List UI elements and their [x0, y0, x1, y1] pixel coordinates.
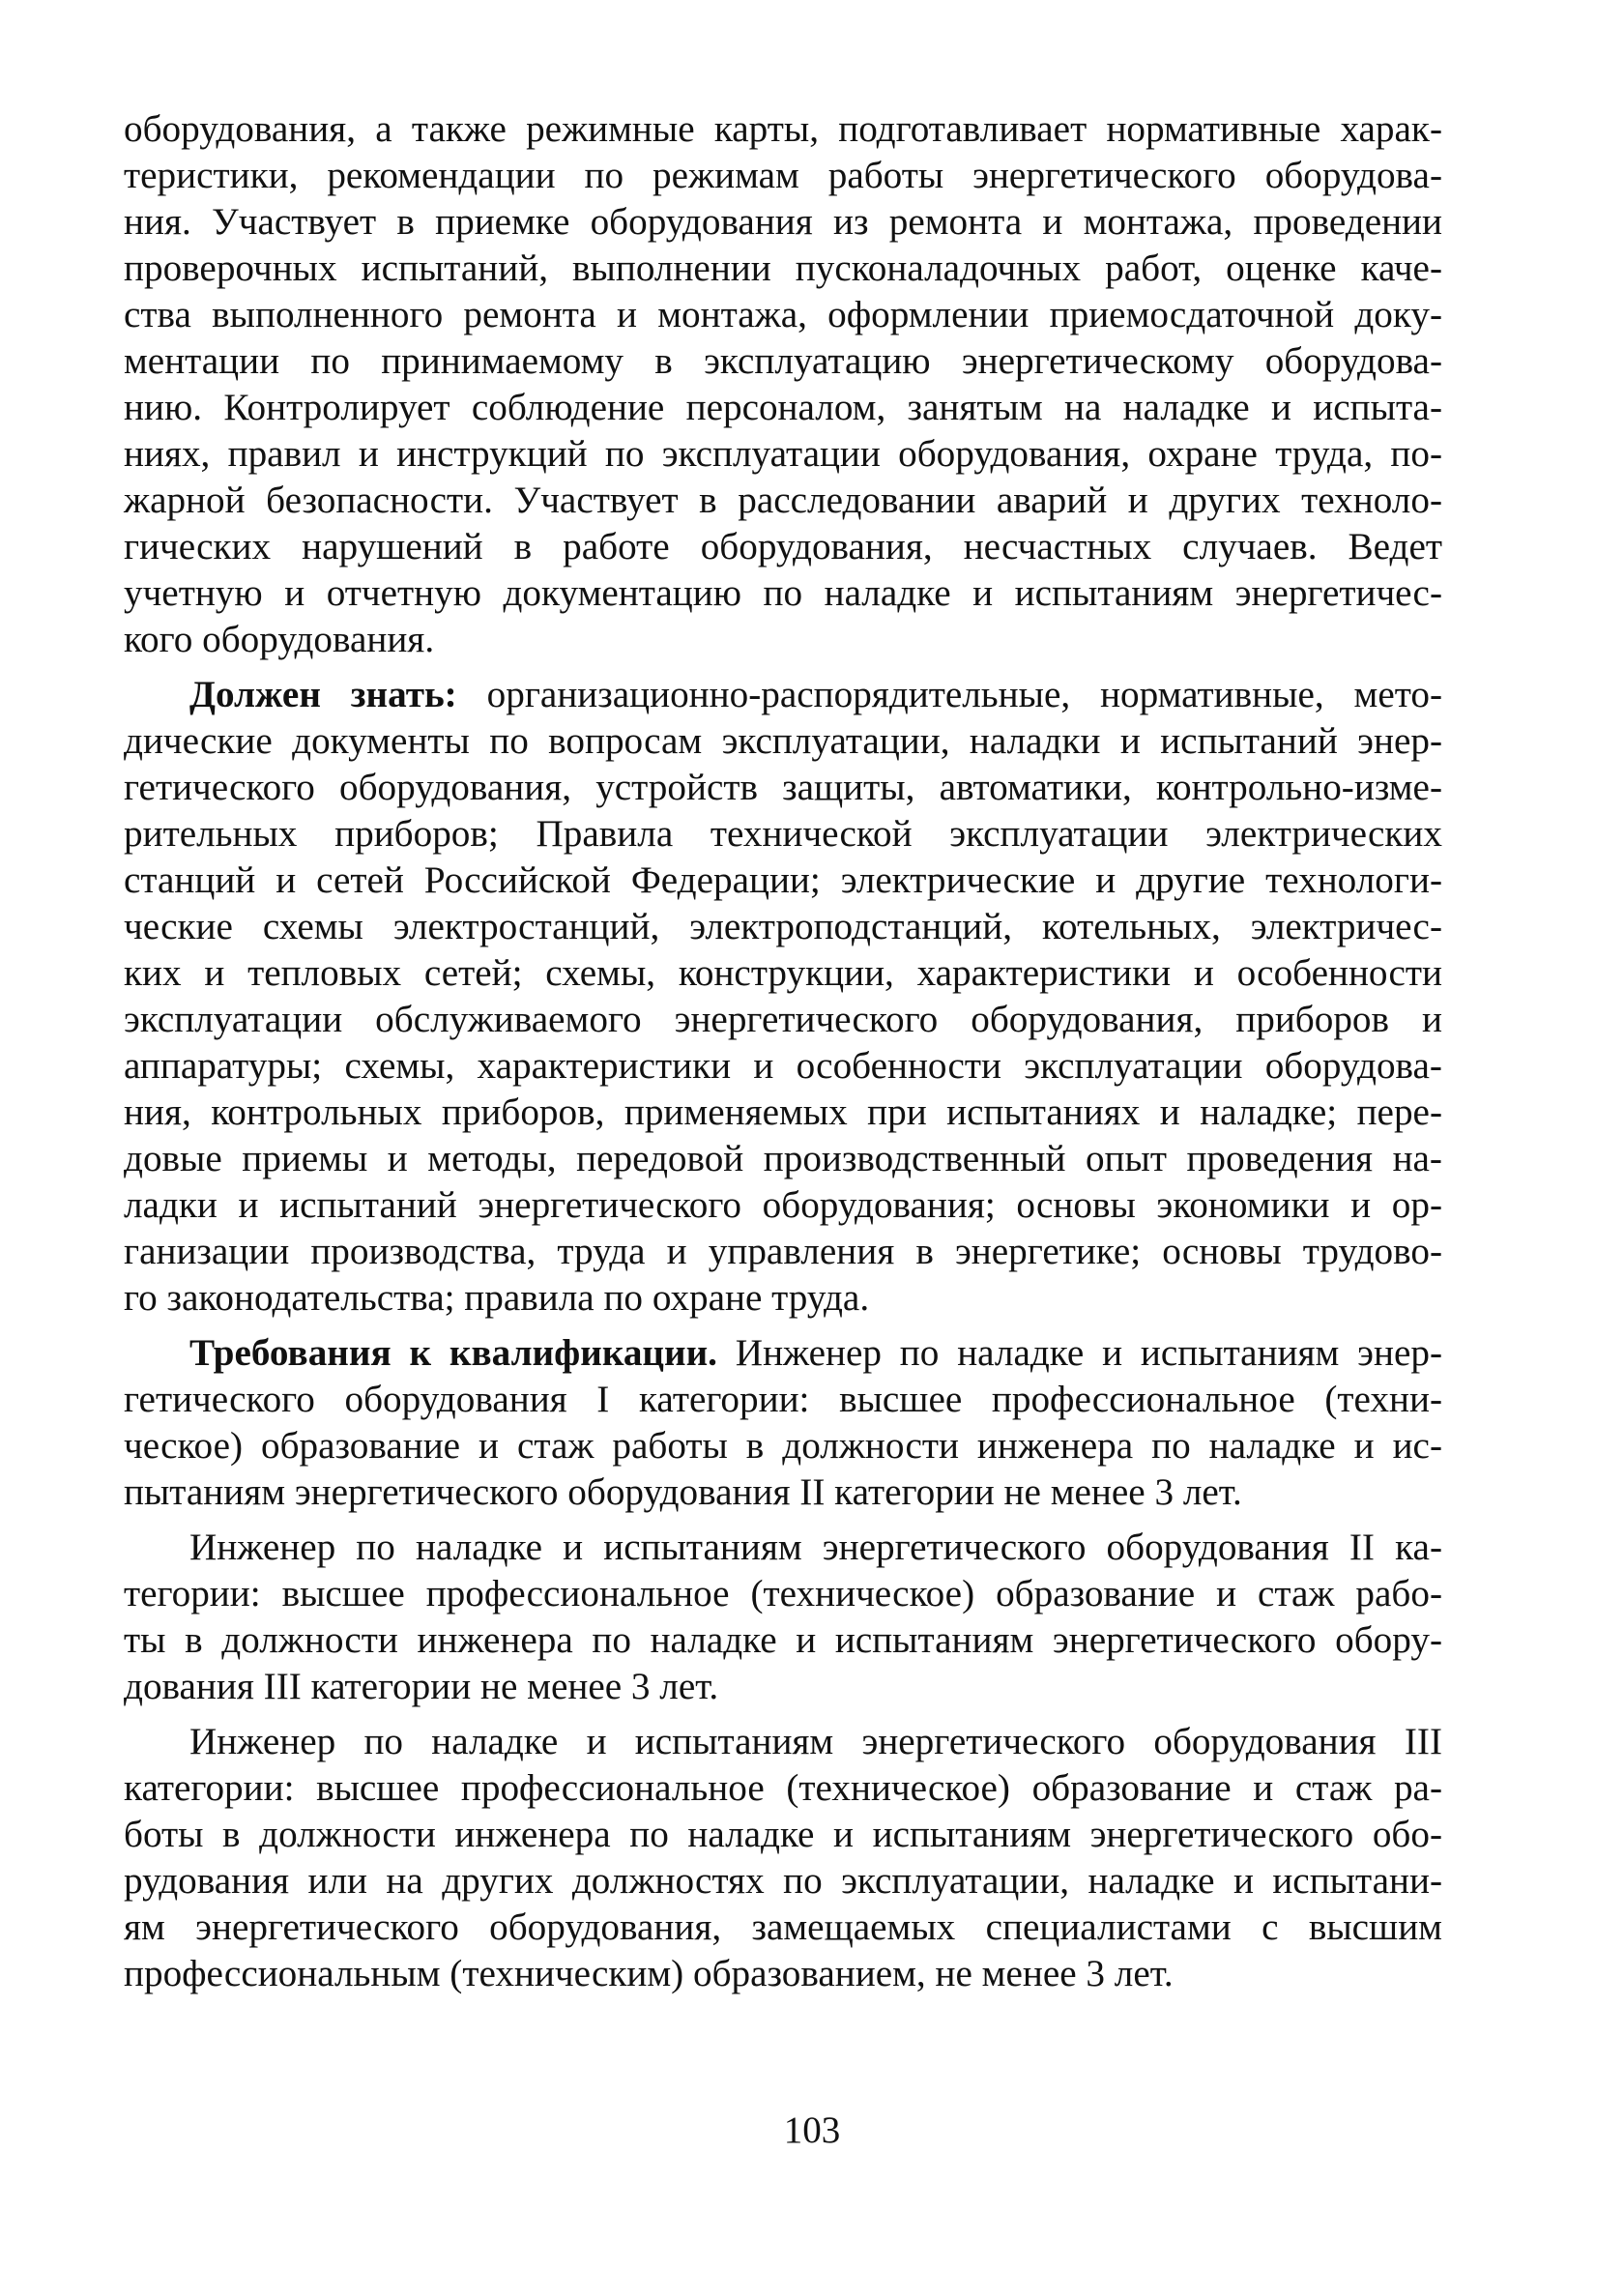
- text-line: гических нарушений в работе оборудования, несчастных случаев. Ведет: [124, 526, 1442, 567]
- text-line: ниях, правил и инструкций по эксплуатации оборудования, охране труда, по-: [124, 433, 1442, 475]
- text-line: учетную и отчетную документацию по наладке и испытаниям энергетичес-: [124, 572, 1442, 614]
- text-line: рительных приборов; Правила технической эксплуатации электрических: [124, 813, 1442, 855]
- text-line: ния. Участвует в приемке оборудования из ремонта и монтажа, проведении: [124, 201, 1442, 243]
- section-lead: Должен знать:: [189, 674, 457, 715]
- text-line: ты в должности инженера по наладке и испытаниям энергетического обору-: [124, 1619, 1442, 1661]
- text-line: станций и сетей Российской Федерации; электрические и другие технологи-: [124, 859, 1442, 901]
- paragraph-4: [124, 1525, 1442, 1710]
- text-run: организационно-распорядительные, нормативные, мето-: [456, 674, 1443, 715]
- paragraph-3: [124, 1330, 1442, 1516]
- text-line: ладки и испытаний энергетического оборудования; основы экономики и ор-: [124, 1184, 1442, 1226]
- text-line: ства выполненного ремонта и монтажа, оформлении приемосдаточной доку-: [124, 294, 1442, 335]
- text-run: Инженер по наладке и испытаниям энер-: [716, 1332, 1442, 1374]
- paragraph-1: [124, 106, 1442, 663]
- text-line: рудования или на других должностях по эксплуатации, наладке и испытани-: [124, 1860, 1442, 1902]
- paragraph-5: [124, 1719, 1442, 1997]
- text-line: довые приемы и методы, передовой производственный опыт проведения на-: [124, 1138, 1442, 1179]
- text-line: боты в должности инженера по наладке и испытаниям энергетического обо-: [124, 1814, 1442, 1855]
- body-text: [124, 106, 1442, 1997]
- text-line: дические документы по вопросам эксплуатации, наладки и испытаний энер-: [124, 720, 1442, 762]
- text-line: дования III категории не менее 3 лет.: [124, 1666, 719, 1707]
- text-line: нию. Контролирует соблюдение персоналом, занятым на наладке и испыта-: [124, 387, 1442, 428]
- text-line: профессиональным (техническим) образованием, не менее 3 лет.: [124, 1953, 1174, 1994]
- paragraph-2: [124, 672, 1442, 1322]
- text-line: гетического оборудования, устройств защиты, автоматики, контрольно-изме-: [124, 767, 1442, 808]
- text-line: [124, 672, 1442, 718]
- text-line: [124, 1330, 1442, 1377]
- text-line: ния, контрольных приборов, применяемых при испытаниях и наладке; пере-: [124, 1091, 1442, 1133]
- text-line: теристики, рекомендации по режимам работы энергетического оборудова-: [124, 155, 1442, 196]
- text-line: ких и тепловых сетей; схемы, конструкции, характеристики и особенности: [124, 952, 1442, 994]
- text-line: Инженер по наладке и испытаниям энергетического оборудования III: [189, 1721, 1442, 1762]
- text-line: ганизации производства, труда и управления в энергетике; основы трудово-: [124, 1231, 1442, 1272]
- section-lead: Требования к квалификации.: [189, 1332, 717, 1374]
- text-line: Инженер по наладке и испытаниям энергетического оборудования II ка-: [189, 1527, 1442, 1568]
- text-line: ческие схемы электростанций, электроподстанций, котельных, электричес-: [124, 906, 1442, 947]
- page-number: 103: [783, 2109, 841, 2151]
- text-line: категории: высшее профессиональное (техническое) образование и стаж ра-: [124, 1767, 1442, 1809]
- text-line: кого оборудования.: [124, 619, 435, 660]
- text-line: пытаниям энергетического оборудования II категории не менее 3 лет.: [124, 1471, 1242, 1513]
- text-line: жарной безопасности. Участвует в расследовании аварий и других техноло-: [124, 480, 1442, 521]
- text-line: эксплуатации обслуживаемого энергетического оборудования, приборов и: [124, 999, 1442, 1040]
- text-line: ментации по принимаемому в эксплуатацию энергетическому оборудова-: [124, 340, 1442, 382]
- text-line: ческое) образование и стаж работы в должности инженера по наладке и ис-: [124, 1425, 1442, 1467]
- text-line: ям энергетического оборудования, замещаемых специалистами с высшим: [124, 1906, 1442, 1948]
- text-line: го законодательства; правила по охране труда.: [124, 1277, 870, 1319]
- text-line: тегории: высшее профессиональное (техническое) образование и стаж рабо-: [124, 1573, 1442, 1614]
- text-line: гетического оборудования I категории: высшее профессиональное (техни-: [124, 1379, 1442, 1420]
- text-line: проверочных испытаний, выполнении пусконаладочных работ, оценке каче-: [124, 247, 1442, 289]
- text-line: оборудования, а также режимные карты, подготавливает нормативные харак-: [124, 108, 1442, 150]
- text-line: аппаратуры; схемы, характеристики и особенности эксплуатации оборудова-: [124, 1045, 1442, 1087]
